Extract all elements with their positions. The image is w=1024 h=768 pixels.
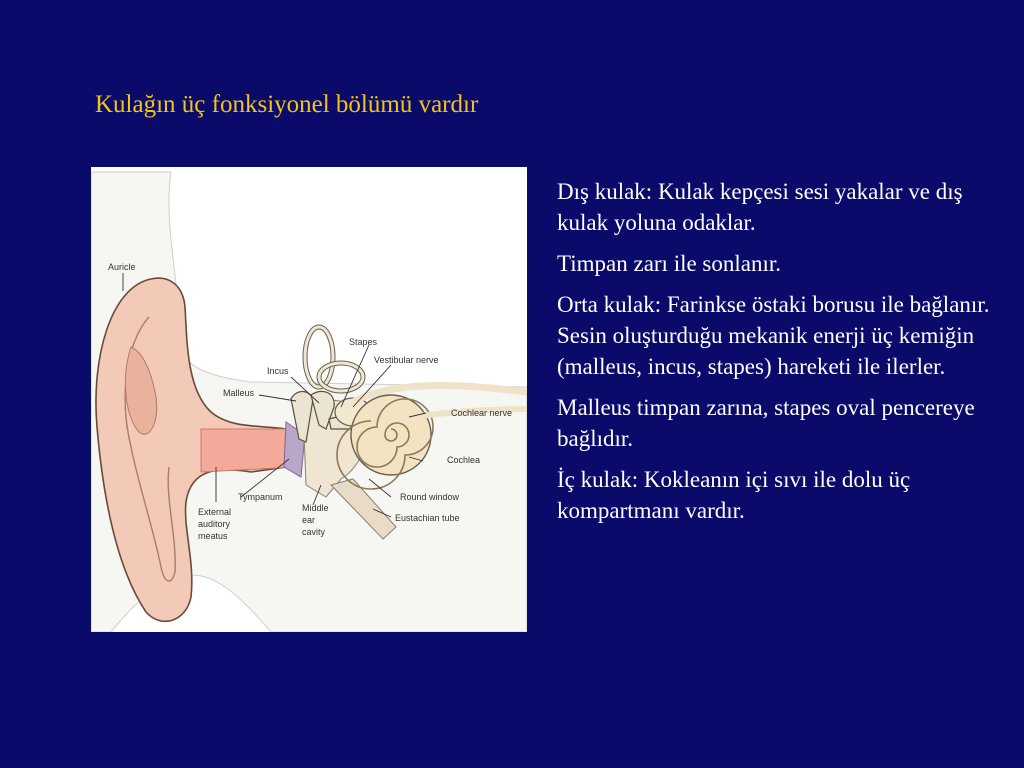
paragraph-middle-ear: Orta kulak: Farinkse östaki borusu ile bağlanır. Sesin oluşturduğu mekanik enerji üç kemiğin (malleus, incus, stapes) hareketi ile ilerler.	[557, 292, 990, 379]
label-cochlea: Cochlea	[447, 455, 481, 465]
paragraph-inner-ear: İç kulak: Kokleanın içi sıvı ile dolu üç kompartmanı vardır.	[557, 467, 911, 523]
label-malleus: Malleus	[223, 388, 255, 398]
paragraph-ossicles: Malleus timpan zarına, stapes oval pencereye bağlıdır.	[557, 395, 975, 451]
label-middle-ear-3: cavity	[302, 527, 326, 537]
cochlea-shape	[351, 395, 431, 475]
label-eustachian-tube: Eustachian tube	[395, 513, 460, 523]
label-external-meatus-2: auditory	[198, 519, 231, 529]
ear-canal-shape	[201, 429, 296, 472]
bullet-text-block	[557, 176, 997, 536]
paragraph-tympanum: Timpan zarı ile sonlanır.	[557, 251, 782, 276]
label-stapes: Stapes	[349, 337, 378, 347]
slide-title: Kulağın üç fonksiyonel bölümü vardır	[95, 91, 479, 118]
label-auricle: Auricle	[108, 262, 136, 272]
label-middle-ear-1: Middle	[302, 503, 329, 513]
label-vestibular-nerve: Vestibular nerve	[374, 355, 439, 365]
label-middle-ear-2: ear	[302, 515, 316, 525]
label-incus: Incus	[267, 366, 289, 376]
label-external-meatus-1: External	[198, 507, 232, 517]
paragraph-outer-ear: Dış kulak: Kulak kepçesi sesi yakalar ve dış kulak yoluna odaklar.	[557, 179, 963, 235]
label-tympanum: Tympanum	[238, 492, 283, 502]
label-round-window: Round window	[400, 492, 460, 502]
ear-anatomy-figure	[91, 167, 527, 632]
label-cochlear-nerve: Cochlear nerve	[451, 408, 513, 418]
label-external-meatus-3: meatus	[198, 531, 228, 541]
